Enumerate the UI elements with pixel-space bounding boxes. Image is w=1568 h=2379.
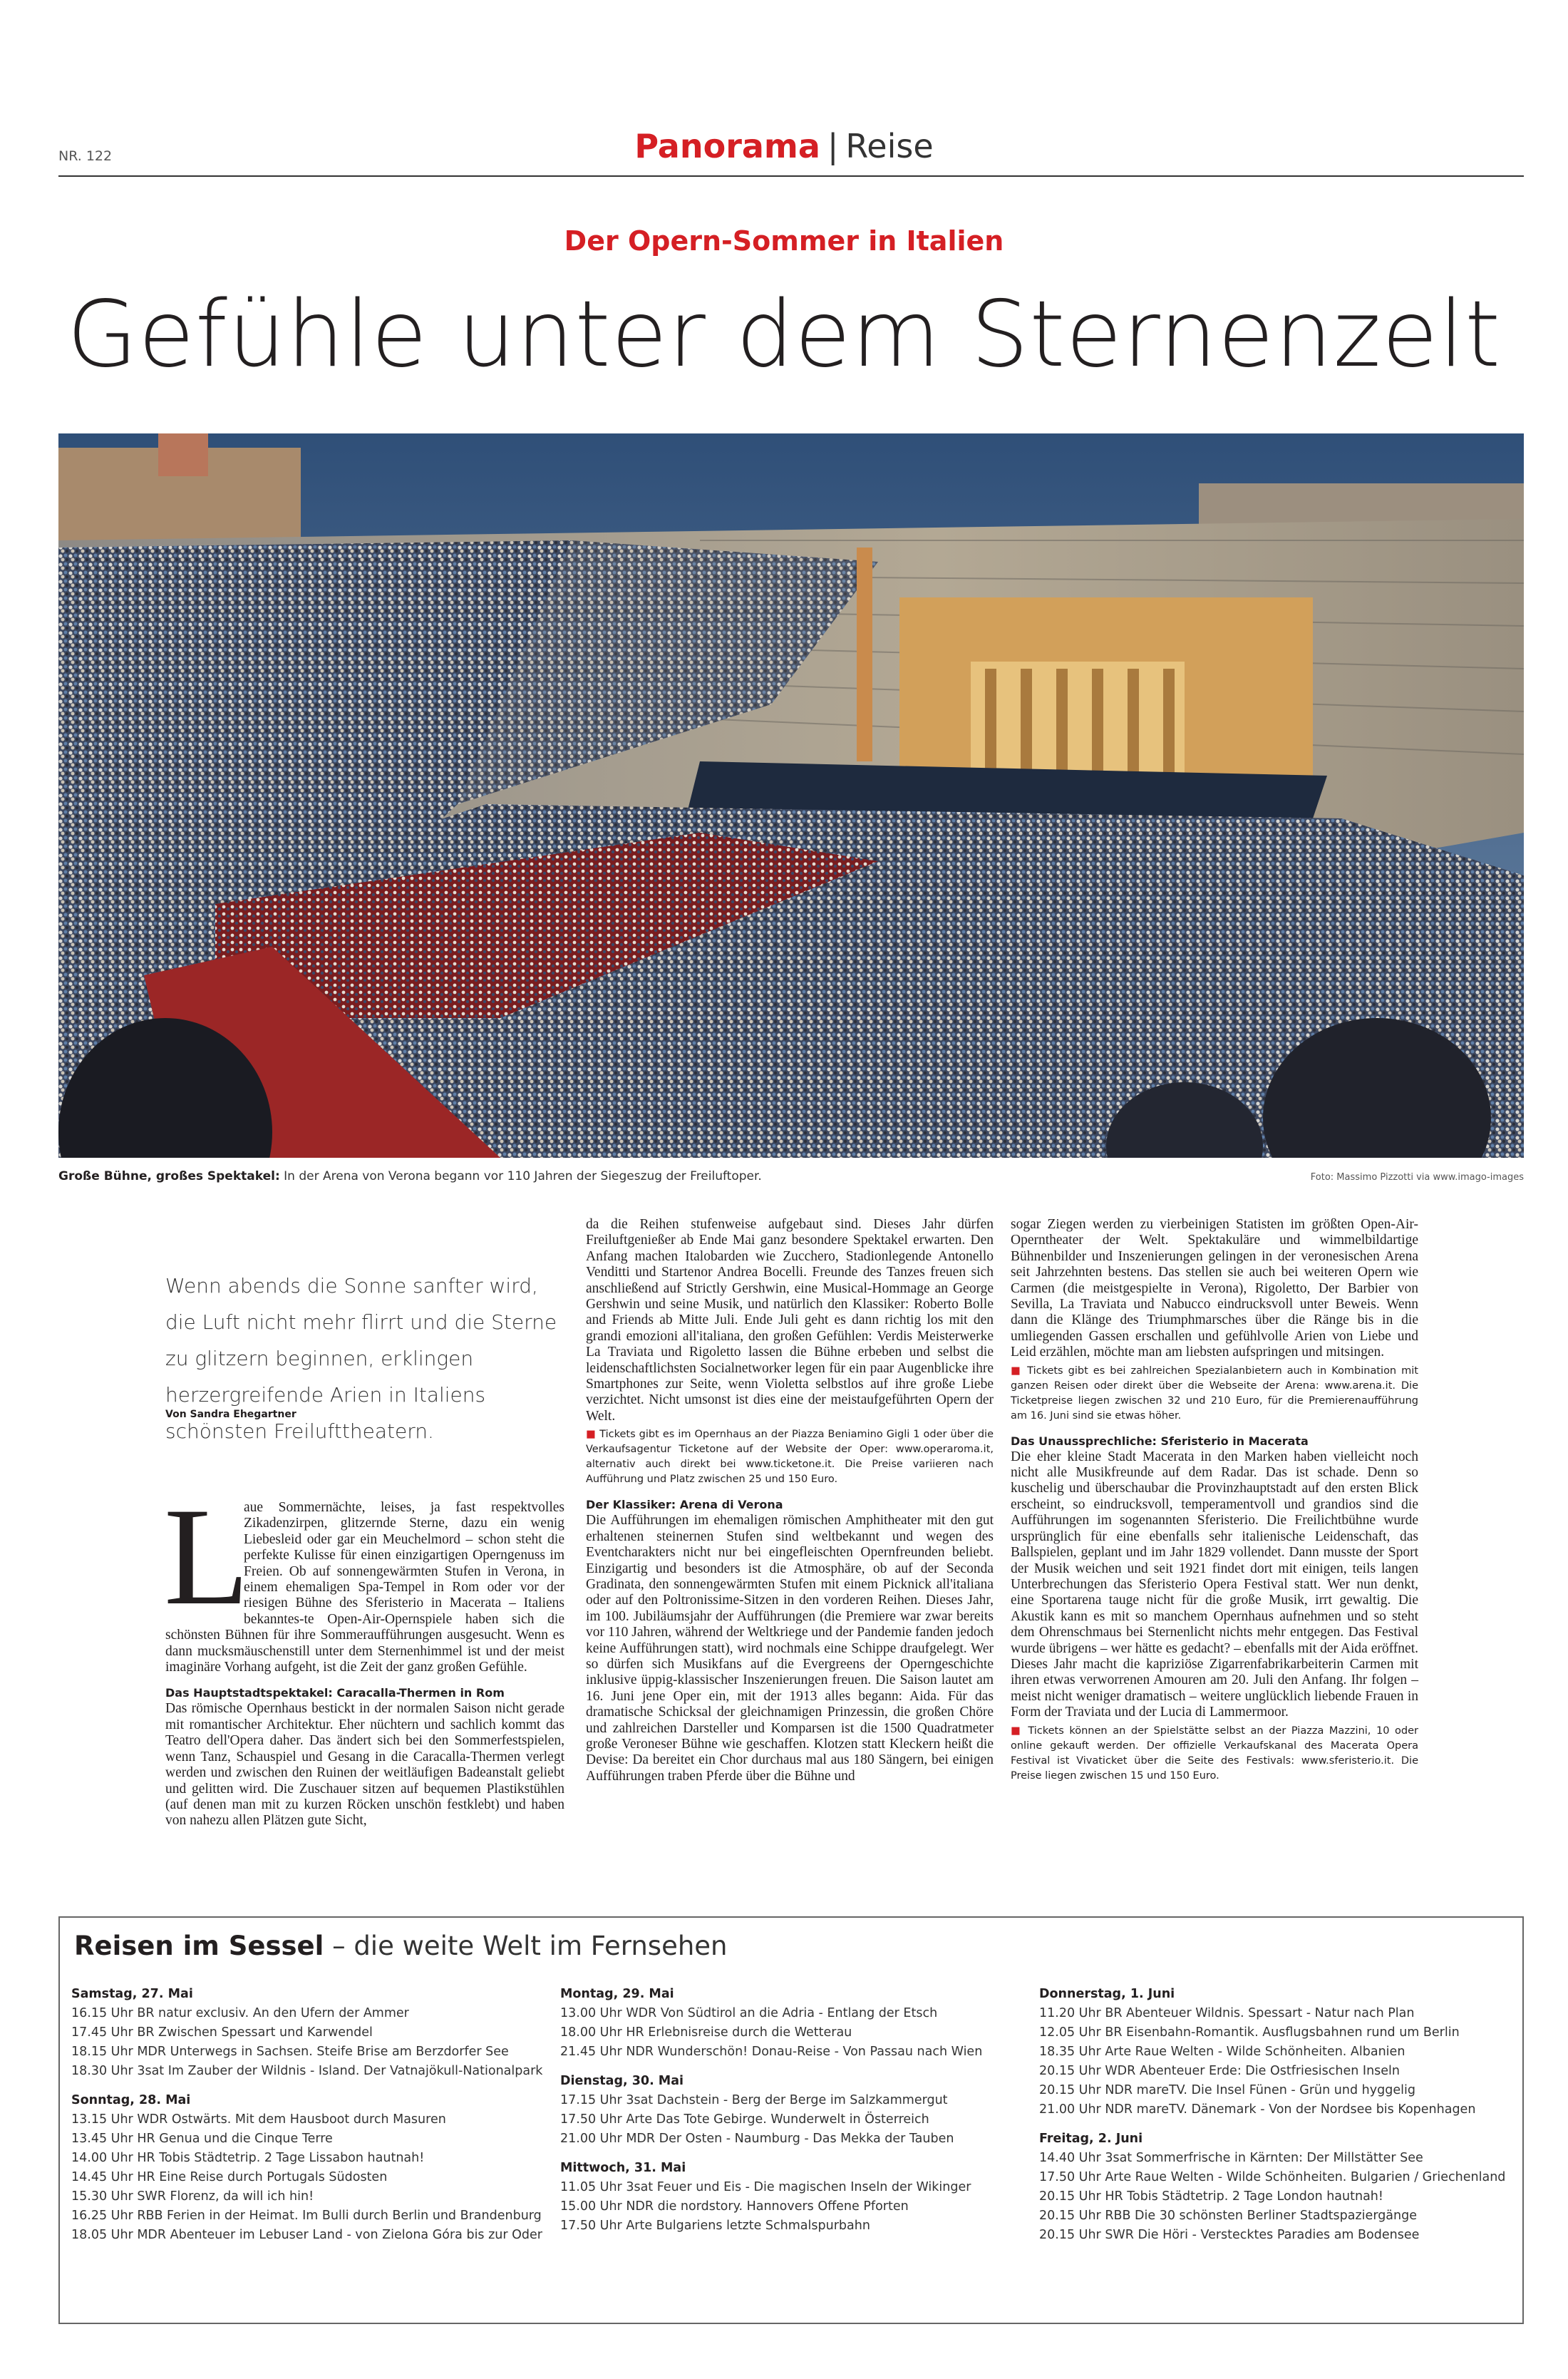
tv-listing: 17.15 Uhr 3sat Dachstein - Berg der Berge im Salzkammergut bbox=[560, 2093, 948, 2107]
kicker: Der Opern-Sommer in Italien bbox=[564, 225, 1004, 257]
article-column-3 bbox=[1011, 1217, 1418, 1784]
tv-listing: 18.05 Uhr MDR Abenteuer im Lebuser Land - von Zielona Góra bis zur Oder bbox=[71, 2228, 542, 2242]
tv-listing: 14.00 Uhr HR Tobis Städtetrip. 2 Tage Lissabon hautnah! bbox=[71, 2151, 425, 2165]
tv-listing: 18.00 Uhr HR Erlebnisreise durch die Wetterau bbox=[560, 2025, 852, 2040]
paragraph-caracalla-cont: da die Reihen stufenweise aufgebaut sind. Dieses Jahr dürfen Freiluftgenießer ab Ende Mai ganz besondere Spektakel erwarten. Den Anfang machen Italobarden wie Zucchero, Stadionlegende Antonello Venditti und Startenor Andrea Bocelli. Freunde des Tanzes freuen sich anschließend auf Strictly Gershwin, eine Musical-Hommage an George Gershwin und seine Musik, und natürlich den Klassiker: Roberto Bolle and Friends ab Mitte Juli. Ende Juli geht es dann richtig los mit den grandi emozioni all'italiana, den großen Gefühlen: Verdis Meisterwerke La Traviata und Rigoletto lassen die Bühne erbeben und selbst die leidenschaftlichsten Socialnetworker legen für ein paar Augenblicke ihre Smartphones zur Seite, wenn Violetta selbstlos auf ihre große Liebe verzichtet. Nicht umsonst ist dies eine der meistaufgeführten Opern der Welt. bbox=[586, 1217, 994, 1424]
tv-listing: 17.45 Uhr BR Zwischen Spessart und Karwendel bbox=[71, 2025, 373, 2040]
tv-listing: 20.15 Uhr RBB Die 30 schönsten Berliner Stadtspaziergänge bbox=[1039, 2209, 1417, 2223]
tv-column-1 bbox=[71, 1985, 543, 2245]
byline: Von Sandra Ehegartner bbox=[165, 1409, 296, 1420]
teaser: Wenn abends die Sonne sanfter wird, die Luft nicht mehr flirrt und die Sterne zu glitzern beginnen, erklingen herzergreifende Arien in Italiens schönsten Freilufttheatern. bbox=[165, 1274, 557, 1443]
tv-listing: 14.45 Uhr HR Eine Reise durch Portugals Südosten bbox=[71, 2170, 388, 2184]
headline: Gefühle unter dem Sternenzelt bbox=[66, 282, 1502, 388]
arena-photo bbox=[58, 433, 1524, 1158]
tv-title: Reisen im Sessel bbox=[74, 1931, 324, 1961]
header-rule bbox=[58, 175, 1524, 177]
dropcap: L bbox=[164, 1479, 249, 1634]
section-name: Panorama bbox=[634, 127, 820, 165]
tv-day-heading: Freitag, 2. Juni bbox=[1039, 2132, 1143, 2146]
tv-day-heading: Samstag, 27. Mai bbox=[71, 1987, 193, 2001]
ticket-info-rome bbox=[586, 1427, 994, 1487]
subheading-macerata: Das Unaussprechliche: Sferisterio in Macerata bbox=[1011, 1434, 1309, 1448]
tv-listing: 20.15 Uhr SWR Die Höri - Verstecktes Paradies am Bodensee bbox=[1039, 2228, 1420, 2242]
paragraph-macerata: Die eher kleine Stadt Macerata in den Marken haben vielleicht noch nicht alle Musikfreunde auf dem Radar. Das ist schade. Denn so kuschelig und überschaubar die Provinzhauptstadt auf den ersten Blick erscheint, so eindrucksvoll, temperamentvoll und grandios sind die Aufführungen im sogenannten Sferisterio. Die Freilichtbühne wurde ursprünglich für eine ebenfalls sehr italienische Leidenschaft, das Ballspielen, geplant und im Jahr 1829 vollendet. Dann musste der Sport der Musik weichen und seit 1921 findet dort mit einigen, teils langen Unterbrechungen das Sferisterio Opera Festival statt. Wer nun denkt, eine Sportarena tauge nicht für die große Musik, irrt gewaltig. Die Akustik kann es mit so manchem Opernhaus aufnehmen und so steht dem Ohrenschmaus bei Sternenlicht nichts mehr entgegen. Das Festival wurde übrigens – wer hätte es gedacht? – ebenfalls mit der Aida eröffnet. Dieses Jahr macht die kapriziöse Zigarrenfabrikarbeiterin Carmen mit ihren etwas verworrenen Amouren am 20. Juli den Anfang. Ihr folgen – meist nicht weniger dramatisch – weitere unglücklich liebende Frauen in Form der Traviata und der Lucia di Lammermoor. bbox=[1011, 1449, 1418, 1720]
paragraph-verona-cont: sogar Ziegen werden zu vierbeinigen Statisten im größten Open-Air-Operntheater der Welt. Spektakuläre und wimmelbildartige Bühnenbilder und Inszenierungen gelingen in der veronesischen Arena seit Jahrzehnten bestens. Das stellen sie auch bei weiteren Opern wie Carmen (die meistgespielte in Verona), Rigoletto, Der Barbier von Sevilla, La Traviata und Nabucco eindrucksvoll unter Beweis. Wenn dann die Klänge des Triumphmarsches über die Ränge bis in die umliegenden Gassen erschallen und gefühlvolle Arien von Liebe und Leid erzählen, möchte man am liebsten aufspringen und mitsingen. bbox=[1011, 1217, 1418, 1360]
tv-listing: 12.05 Uhr BR Eisenbahn-Romantik. Ausflugsbahnen rund um Berlin bbox=[1039, 2025, 1460, 2040]
tv-listing: 17.50 Uhr Arte Das Tote Gebirge. Wunderwelt in Österreich bbox=[560, 2112, 929, 2127]
tv-listing: 13.15 Uhr WDR Ostwärts. Mit dem Hausboot durch Masuren bbox=[71, 2112, 446, 2127]
tv-listings-title bbox=[74, 1931, 728, 1961]
tv-listing: 13.00 Uhr WDR Von Südtirol an die Adria - Entlang der Etsch bbox=[560, 2006, 938, 2020]
issue-number: NR. 122 bbox=[58, 148, 113, 164]
caption-text: In der Arena von Verona begann vor 110 Jahren der Siegeszug der Freiluftoper. bbox=[284, 1169, 762, 1183]
tv-listing: 11.05 Uhr 3sat Feuer und Eis - Die magischen Inseln der Wikinger bbox=[560, 2180, 971, 2194]
tv-listing: 17.50 Uhr Arte Raue Welten - Wilde Schönheiten. Bulgarien / Griechenland bbox=[1039, 2170, 1506, 2184]
tv-listing: 17.50 Uhr Arte Bulgariens letzte Schmalspurbahn bbox=[560, 2219, 870, 2233]
tv-listing: 13.45 Uhr HR Genua und die Cinque Terre bbox=[71, 2132, 333, 2146]
tv-listing: 21.00 Uhr NDR mareTV. Dänemark - Von der Nordsee bis Kopenhagen bbox=[1039, 2102, 1476, 2117]
tv-listing: 15.30 Uhr SWR Florenz, da will ich hin! bbox=[71, 2189, 314, 2204]
tv-listing: 16.25 Uhr RBB Ferien in der Heimat. Im Bulli durch Berlin und Brandenburg bbox=[71, 2209, 542, 2223]
ticket-info-rome-text: Tickets gibt es im Opernhaus an der Piazza Beniamino Gigli 1 oder über die Verkaufsagentur Ticketone auf der Website der Oper: www.operaroma.it, alternativ auch direkt bei www.ticketone.it. Die Preise variieren nach Aufführung und Platz zwischen 25 und 150 Euro. bbox=[586, 1429, 994, 1486]
tv-day-heading: Mittwoch, 31. Mai bbox=[560, 2161, 686, 2175]
photo-credit: Foto: Massimo Pizzotti via www.imago-images bbox=[1310, 1172, 1524, 1183]
article-column-1 bbox=[164, 1479, 564, 1829]
article-column-2 bbox=[586, 1217, 994, 1784]
photo-caption bbox=[58, 1169, 762, 1183]
tv-listing: 21.45 Uhr NDR Wunderschön! Donau-Reise - Von Passau nach Wien bbox=[560, 2045, 983, 2059]
tv-column-2 bbox=[560, 1985, 1016, 2236]
ticket-info-macerata bbox=[1011, 1724, 1418, 1784]
ticket-info-verona-text: Tickets gibt es bei zahlreichen Spezialanbietern auch in Kombination mit ganzen Reisen oder direkt über die Webseite der Arena: www.arena.it. Die Ticketpreise liegen zwischen 32 und 210 Euro, für die Premierenaufführung am 16. Juni sind sie etwas höher. bbox=[1011, 1365, 1418, 1422]
section-rubric bbox=[0, 127, 1568, 165]
rubric-separator: | bbox=[827, 127, 839, 165]
tv-day-heading: Dienstag, 30. Mai bbox=[560, 2074, 684, 2088]
tv-subtitle: – die weite Welt im Fernsehen bbox=[332, 1931, 728, 1961]
paragraph-caracalla: Das römische Opernhaus bestickt in der normalen Saison nicht gerade mit romantischer Architektur. Eher nüchtern und sachlich kommt das Teatro dell'Opera daher. Das ändert sich bei den Sommerfestspielen, wenn Tanz, Schauspiel und Gesang in die Caracalla-Thermen verlegt werden und zwischen den Ruinen der weitläufigen Badeanstalt geliebt und gelitten wird. Die Zuschauer sitzen auf bequemen Plastikstühlen (auf denen man mit zu kurzen Röcken unschön festklebt) und haben von nahezu allen Plätzen gute Sicht, bbox=[165, 1701, 564, 1829]
tv-day-heading: Montag, 29. Mai bbox=[560, 1987, 674, 2001]
info-square-icon: ■ bbox=[586, 1429, 597, 1441]
paragraph-verona: Die Aufführungen im ehemaligen römischen Amphitheater mit den gut erhaltenen steinernen Stufen sind weltbekannt und wegen des Eventcharakters nicht nur bei eingefleischten Opernfreunden beliebt. Einzigartig und besonders ist die Atmosphäre, ob auf der Seconda Gradinata, den sonnengewärmten Stufen mit einem Picknick all'italiana oder auf den Poltronissime-Sitzen in den vorderen Reihen. Dieses Jahr, im 100. Jubiläumsjahr der Aufführungen (die Premiere war zwar bereits vor 110 Jahren, während der Weltkriege und der Pandemie fanden jedoch keine Aufführungen statt), wird nochmals eine Schippe draufgelegt. Wer so dürfen sich Musikfans auf die Evergreens der Operngeschichte inklusive üppig-klassischer Inszenierungen freuen. Die Saison lautet am 16. Juni jene Oper ein, mit der 1913 alles begann: Aida. Für das dramatische Schicksal der gleichnamigen Prinzessin, die großen Chöre und zahlreichen Darsteller und Komparsen ist die 1500 Quadratmeter große Veroneser Bühne wie geschaffen. Klotzen statt Kleckern heißt die Devise: Da bereitet ein Chor durchaus mal aus 180 Sängern, bei einigen Aufführungen traben Pferde über die Bühne und bbox=[586, 1513, 994, 1784]
info-square-icon: ■ bbox=[1011, 1725, 1023, 1737]
tv-listing: 16.15 Uhr BR natur exclusiv. An den Ufern der Ammer bbox=[71, 2006, 409, 2020]
tv-listing: 15.00 Uhr NDR die nordstory. Hannovers Offene Pforten bbox=[560, 2199, 909, 2214]
tv-listing: 18.15 Uhr MDR Unterwegs in Sachsen. Steife Brise am Berzdorfer See bbox=[71, 2045, 509, 2059]
caption-lead: Große Bühne, großes Spektakel: bbox=[58, 1169, 280, 1183]
ticket-info-verona bbox=[1011, 1364, 1418, 1424]
tv-day-heading: Donnerstag, 1. Juni bbox=[1039, 1987, 1175, 2001]
tv-listing: 11.20 Uhr BR Abenteuer Wildnis. Spessart - Natur nach Plan bbox=[1039, 2006, 1415, 2020]
tv-listing: 20.15 Uhr WDR Abenteuer Erde: Die Ostfriesischen Inseln bbox=[1039, 2064, 1401, 2078]
tv-listing: 14.40 Uhr 3sat Sommerfrische in Kärnten: Der Millstätter See bbox=[1039, 2151, 1423, 2165]
tv-column-3 bbox=[1039, 1985, 1506, 2245]
article-intro: aue Sommernächte, leises, ja fast respektvolles Zikadenzirpen, glitzernde Sterne, dazu ein wenig Liebesleid oder gar ein Meuchelmord – schon steht die perfekte Kulisse für einen einzigartigen Operngenuss im Freien. Ob auf sonnengewärmten Stufen in Verona, in einem ehemaligen Spa-Tempel in Rom oder vor der riesigen Bühne des Sferisterio in Macerata – Italiens bekanntes-te Open-Air-Opernspiele haben sich die schönsten Bühnen für ihre Sommeraufführungen ausgesucht. Wenn es dann mucksmäuschenstill unter dem Sternenhimmel ist und der meist imaginäre Vorhang aufgeht, ist die Zeit der ganz großen Gefühle. bbox=[165, 1500, 564, 1675]
subheading-caracalla: Das Hauptstadtspektakel: Caracalla-Thermen in Rom bbox=[165, 1686, 505, 1700]
info-square-icon: ■ bbox=[1011, 1365, 1023, 1377]
tv-listing: 20.15 Uhr NDR mareTV. Die Insel Fünen - Grün und hyggelig bbox=[1039, 2083, 1415, 2097]
tv-day-heading: Sonntag, 28. Mai bbox=[71, 2093, 191, 2107]
ticket-info-macerata-text: Tickets können an der Spielstätte selbst an der Piazza Mazzini, 10 oder online gekauft werden. Der offizielle Verkaufskanal des Macerata Opera Festival ist Vivaticket über die Seite des Festivals: www.sferisterio.it. Die Preise liegen zwischen 15 und 150 Euro. bbox=[1011, 1725, 1419, 1782]
subsection-name: Reise bbox=[845, 127, 934, 165]
tv-listing: 21.00 Uhr MDR Der Osten - Naumburg - Das Mekka der Tauben bbox=[560, 2132, 954, 2146]
subheading-verona: Der Klassiker: Arena di Verona bbox=[586, 1498, 783, 1512]
tv-listing: 18.30 Uhr 3sat Im Zauber der Wildnis - Island. Der Vatnajökull-Nationalpark bbox=[71, 2064, 543, 2078]
tv-listing: 20.15 Uhr HR Tobis Städtetrip. 2 Tage London hautnah! bbox=[1039, 2189, 1383, 2204]
tv-listing: 18.35 Uhr Arte Raue Welten - Wilde Schönheiten. Albanien bbox=[1039, 2045, 1405, 2059]
